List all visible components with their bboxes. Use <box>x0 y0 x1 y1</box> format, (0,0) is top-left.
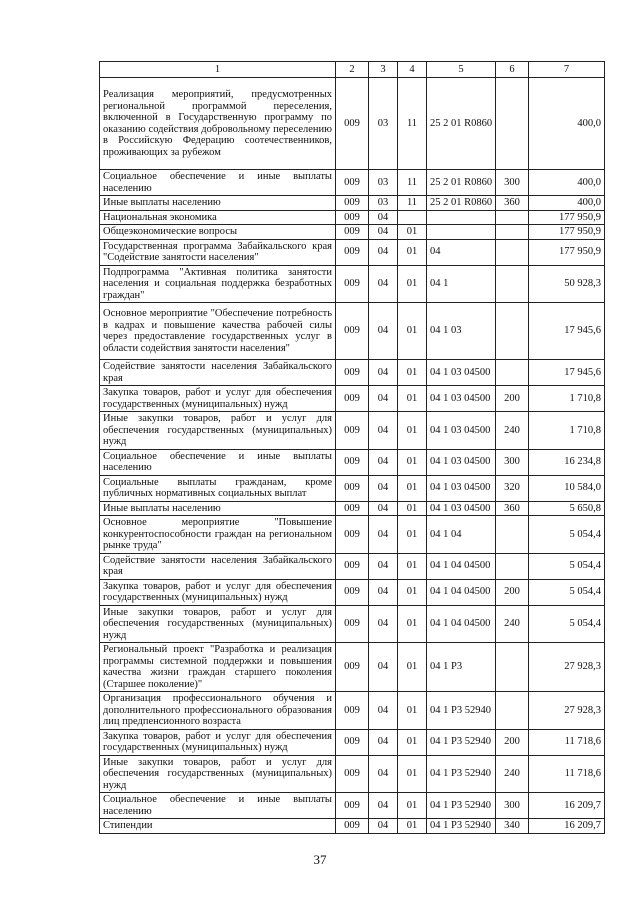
name-cell: Содействие занятости населения Забайкальского края <box>100 360 336 386</box>
amount-cell: 27 928,3 <box>529 643 605 692</box>
target-article-cell: 04 1 03 04500 <box>427 412 496 450</box>
ministry-code-cell: 009 <box>336 449 369 475</box>
table-row <box>100 170 605 196</box>
name-cell: Иные закупки товаров, работ и услуг для обеспечения государственных (муниципальных) нужд <box>100 605 336 643</box>
section-cell: 03 <box>369 78 398 170</box>
subsection-cell: 11 <box>398 170 427 196</box>
table-row <box>100 793 605 819</box>
target-article-cell: 04 1 P3 52940 <box>427 819 496 834</box>
table-header <box>100 62 605 78</box>
amount-cell: 17 945,6 <box>529 303 605 360</box>
table-row <box>100 501 605 516</box>
table-row <box>100 819 605 834</box>
ministry-code-cell: 009 <box>336 692 369 730</box>
target-article-cell: 04 1 04 04500 <box>427 579 496 605</box>
subsection-cell: 01 <box>398 553 427 579</box>
section-cell: 04 <box>369 239 398 265</box>
ministry-code-cell: 009 <box>336 265 369 303</box>
expense-type-cell: 300 <box>496 170 529 196</box>
header-cell-1: 1 <box>100 62 336 78</box>
target-article-cell: 04 1 P3 <box>427 643 496 692</box>
ministry-code-cell: 009 <box>336 516 369 554</box>
subsection-cell: 01 <box>398 386 427 412</box>
expense-type-cell: 240 <box>496 605 529 643</box>
amount-cell: 11 718,6 <box>529 755 605 793</box>
section-cell: 04 <box>369 412 398 450</box>
name-cell: Общеэкономические вопросы <box>100 225 336 240</box>
expense-type-cell <box>496 643 529 692</box>
expense-type-cell <box>496 239 529 265</box>
name-cell: Национальная экономика <box>100 210 336 225</box>
section-cell: 04 <box>369 360 398 386</box>
table-row <box>100 516 605 554</box>
ministry-code-cell: 009 <box>336 210 369 225</box>
expense-type-cell <box>496 265 529 303</box>
section-cell: 04 <box>369 553 398 579</box>
table-row <box>100 239 605 265</box>
ministry-code-cell: 009 <box>336 360 369 386</box>
target-article-cell: 04 1 P3 52940 <box>427 692 496 730</box>
budget-table <box>99 61 605 834</box>
expense-type-cell: 200 <box>496 386 529 412</box>
name-cell: Региональный проект "Разработка и реализация программы системной поддержки и повышения качества жизни граждан старшего поколения (Старшее поколение)" <box>100 643 336 692</box>
subsection-cell: 01 <box>398 449 427 475</box>
subsection-cell: 01 <box>398 729 427 755</box>
subsection-cell: 01 <box>398 475 427 501</box>
subsection-cell: 01 <box>398 303 427 360</box>
expense-type-cell: 320 <box>496 475 529 501</box>
section-cell: 04 <box>369 579 398 605</box>
section-cell: 03 <box>369 170 398 196</box>
section-cell: 03 <box>369 196 398 211</box>
name-cell: Социальное обеспечение и иные выплаты населению <box>100 449 336 475</box>
ministry-code-cell: 009 <box>336 553 369 579</box>
amount-cell: 400,0 <box>529 196 605 211</box>
subsection-cell: 01 <box>398 755 427 793</box>
table-row <box>100 78 605 170</box>
subsection-cell: 01 <box>398 643 427 692</box>
table-row <box>100 553 605 579</box>
ministry-code-cell: 009 <box>336 412 369 450</box>
amount-cell: 5 054,4 <box>529 553 605 579</box>
subsection-cell: 01 <box>398 516 427 554</box>
target-article-cell: 04 <box>427 239 496 265</box>
table-row <box>100 303 605 360</box>
amount-cell: 10 584,0 <box>529 475 605 501</box>
table-row <box>100 196 605 211</box>
amount-cell: 17 945,6 <box>529 360 605 386</box>
section-cell: 04 <box>369 303 398 360</box>
name-cell: Социальные выплаты гражданам, кроме публичных нормативных социальных выплат <box>100 475 336 501</box>
subsection-cell: 11 <box>398 196 427 211</box>
section-cell: 04 <box>369 210 398 225</box>
section-cell: 04 <box>369 692 398 730</box>
target-article-cell <box>427 225 496 240</box>
expense-type-cell <box>496 553 529 579</box>
name-cell: Организация профессионального обучения и дополнительного профессионального образования лиц предпенсионного возраста <box>100 692 336 730</box>
header-cell-6: 6 <box>496 62 529 78</box>
ministry-code-cell: 009 <box>336 78 369 170</box>
ministry-code-cell: 009 <box>336 239 369 265</box>
name-cell: Подпрограмма "Активная политика занятости населения и социальная поддержка безработных граждан" <box>100 265 336 303</box>
ministry-code-cell: 009 <box>336 386 369 412</box>
section-cell: 04 <box>369 643 398 692</box>
subsection-cell: 01 <box>398 239 427 265</box>
target-article-cell: 04 1 03 04500 <box>427 475 496 501</box>
target-article-cell: 25 2 01 R0860 <box>427 170 496 196</box>
table-row <box>100 360 605 386</box>
amount-cell: 16 234,8 <box>529 449 605 475</box>
section-cell: 04 <box>369 819 398 834</box>
target-article-cell: 04 1 P3 52940 <box>427 755 496 793</box>
section-cell: 04 <box>369 386 398 412</box>
expense-type-cell: 340 <box>496 819 529 834</box>
target-article-cell: 04 1 04 <box>427 516 496 554</box>
subsection-cell: 11 <box>398 78 427 170</box>
section-cell: 04 <box>369 729 398 755</box>
name-cell: Иные выплаты населению <box>100 196 336 211</box>
section-cell: 04 <box>369 501 398 516</box>
expense-type-cell <box>496 303 529 360</box>
name-cell: Закупка товаров, работ и услуг для обеспечения государственных (муниципальных) нужд <box>100 579 336 605</box>
table-row <box>100 605 605 643</box>
subsection-cell: 01 <box>398 501 427 516</box>
section-cell: 04 <box>369 516 398 554</box>
amount-cell: 400,0 <box>529 170 605 196</box>
table-row <box>100 475 605 501</box>
expense-type-cell: 200 <box>496 579 529 605</box>
table-row <box>100 692 605 730</box>
expense-type-cell: 240 <box>496 755 529 793</box>
name-cell: Иные закупки товаров, работ и услуг для обеспечения государственных (муниципальных) нужд <box>100 755 336 793</box>
header-cell-4: 4 <box>398 62 427 78</box>
ministry-code-cell: 009 <box>336 501 369 516</box>
expense-type-cell: 360 <box>496 196 529 211</box>
name-cell: Реализация мероприятий, предусмотренных региональной программой переселения, включенной в Государственную программу по оказанию содействия добровольному переселению в Российскую Федерацию соотечественников, проживающих за рубежом <box>100 78 336 170</box>
table-body <box>100 78 605 834</box>
expense-type-cell: 360 <box>496 501 529 516</box>
ministry-code-cell: 009 <box>336 605 369 643</box>
amount-cell: 5 054,4 <box>529 516 605 554</box>
expense-type-cell <box>496 360 529 386</box>
expense-type-cell <box>496 225 529 240</box>
amount-cell: 5 650,8 <box>529 501 605 516</box>
header-cell-3: 3 <box>369 62 398 78</box>
ministry-code-cell: 009 <box>336 729 369 755</box>
name-cell: Иные закупки товаров, работ и услуг для обеспечения государственных (муниципальных) нужд <box>100 412 336 450</box>
section-cell: 04 <box>369 475 398 501</box>
name-cell: Основное мероприятие "Повышение конкурентоспособности граждан на региональном рынке труда" <box>100 516 336 554</box>
name-cell: Государственная программа Забайкальского края "Содействие занятости населения" <box>100 239 336 265</box>
expense-type-cell <box>496 692 529 730</box>
amount-cell: 177 950,9 <box>529 239 605 265</box>
name-cell: Стипендии <box>100 819 336 834</box>
ministry-code-cell: 009 <box>336 170 369 196</box>
target-article-cell: 04 1 <box>427 265 496 303</box>
table-row <box>100 412 605 450</box>
section-cell: 04 <box>369 755 398 793</box>
name-cell: Содействие занятости населения Забайкальского края <box>100 553 336 579</box>
subsection-cell <box>398 210 427 225</box>
expense-type-cell: 240 <box>496 412 529 450</box>
table-row <box>100 225 605 240</box>
ministry-code-cell: 009 <box>336 793 369 819</box>
target-article-cell: 04 1 P3 52940 <box>427 729 496 755</box>
table-row <box>100 755 605 793</box>
ministry-code-cell: 009 <box>336 755 369 793</box>
target-article-cell: 04 1 03 04500 <box>427 449 496 475</box>
section-cell: 04 <box>369 449 398 475</box>
target-article-cell: 04 1 03 04500 <box>427 360 496 386</box>
table-row <box>100 449 605 475</box>
subsection-cell: 01 <box>398 412 427 450</box>
name-cell: Иные выплаты населению <box>100 501 336 516</box>
page-number: 37 <box>313 852 327 867</box>
amount-cell: 27 928,3 <box>529 692 605 730</box>
table-row <box>100 729 605 755</box>
target-article-cell: 04 1 03 04500 <box>427 501 496 516</box>
section-cell: 04 <box>369 225 398 240</box>
ministry-code-cell: 009 <box>336 225 369 240</box>
amount-cell: 16 209,7 <box>529 793 605 819</box>
table-row <box>100 579 605 605</box>
table-row <box>100 210 605 225</box>
target-article-cell: 04 1 P3 52940 <box>427 793 496 819</box>
header-cell-5: 5 <box>427 62 496 78</box>
target-article-cell <box>427 210 496 225</box>
target-article-cell: 04 1 04 04500 <box>427 605 496 643</box>
ministry-code-cell: 009 <box>336 579 369 605</box>
header-cell-2: 2 <box>336 62 369 78</box>
subsection-cell: 01 <box>398 793 427 819</box>
subsection-cell: 01 <box>398 692 427 730</box>
section-cell: 04 <box>369 605 398 643</box>
name-cell: Основное мероприятие "Обеспечение потребность в кадрах и повышение качества рабочей силы через предоставление государственных услуг в области содействия занятости населения" <box>100 303 336 360</box>
subsection-cell: 01 <box>398 819 427 834</box>
ministry-code-cell: 009 <box>336 303 369 360</box>
expense-type-cell <box>496 210 529 225</box>
amount-cell: 16 209,7 <box>529 819 605 834</box>
header-cell-7: 7 <box>529 62 605 78</box>
expense-type-cell: 300 <box>496 449 529 475</box>
table-row <box>100 643 605 692</box>
target-article-cell: 04 1 03 04500 <box>427 386 496 412</box>
target-article-cell: 04 1 03 <box>427 303 496 360</box>
amount-cell: 5 054,4 <box>529 605 605 643</box>
amount-cell: 5 054,4 <box>529 579 605 605</box>
expense-type-cell <box>496 78 529 170</box>
amount-cell: 50 928,3 <box>529 265 605 303</box>
target-article-cell: 25 2 01 R0860 <box>427 78 496 170</box>
subsection-cell: 01 <box>398 579 427 605</box>
ministry-code-cell: 009 <box>336 643 369 692</box>
amount-cell: 1 710,8 <box>529 386 605 412</box>
name-cell: Закупка товаров, работ и услуг для обеспечения государственных (муниципальных) нужд <box>100 729 336 755</box>
expense-type-cell: 200 <box>496 729 529 755</box>
target-article-cell: 25 2 01 R0860 <box>427 196 496 211</box>
header-row <box>100 62 605 78</box>
table-row <box>100 265 605 303</box>
name-cell: Закупка товаров, работ и услуг для обеспечения государственных (муниципальных) нужд <box>100 386 336 412</box>
table-row <box>100 386 605 412</box>
amount-cell: 400,0 <box>529 78 605 170</box>
amount-cell: 177 950,9 <box>529 210 605 225</box>
name-cell: Социальное обеспечение и иные выплаты населению <box>100 170 336 196</box>
section-cell: 04 <box>369 793 398 819</box>
amount-cell: 177 950,9 <box>529 225 605 240</box>
expense-type-cell <box>496 516 529 554</box>
amount-cell: 11 718,6 <box>529 729 605 755</box>
subsection-cell: 01 <box>398 265 427 303</box>
expense-type-cell: 300 <box>496 793 529 819</box>
ministry-code-cell: 009 <box>336 819 369 834</box>
subsection-cell: 01 <box>398 360 427 386</box>
subsection-cell: 01 <box>398 225 427 240</box>
ministry-code-cell: 009 <box>336 196 369 211</box>
ministry-code-cell: 009 <box>336 475 369 501</box>
section-cell: 04 <box>369 265 398 303</box>
amount-cell: 1 710,8 <box>529 412 605 450</box>
name-cell: Социальное обеспечение и иные выплаты населению <box>100 793 336 819</box>
target-article-cell: 04 1 04 04500 <box>427 553 496 579</box>
subsection-cell: 01 <box>398 605 427 643</box>
